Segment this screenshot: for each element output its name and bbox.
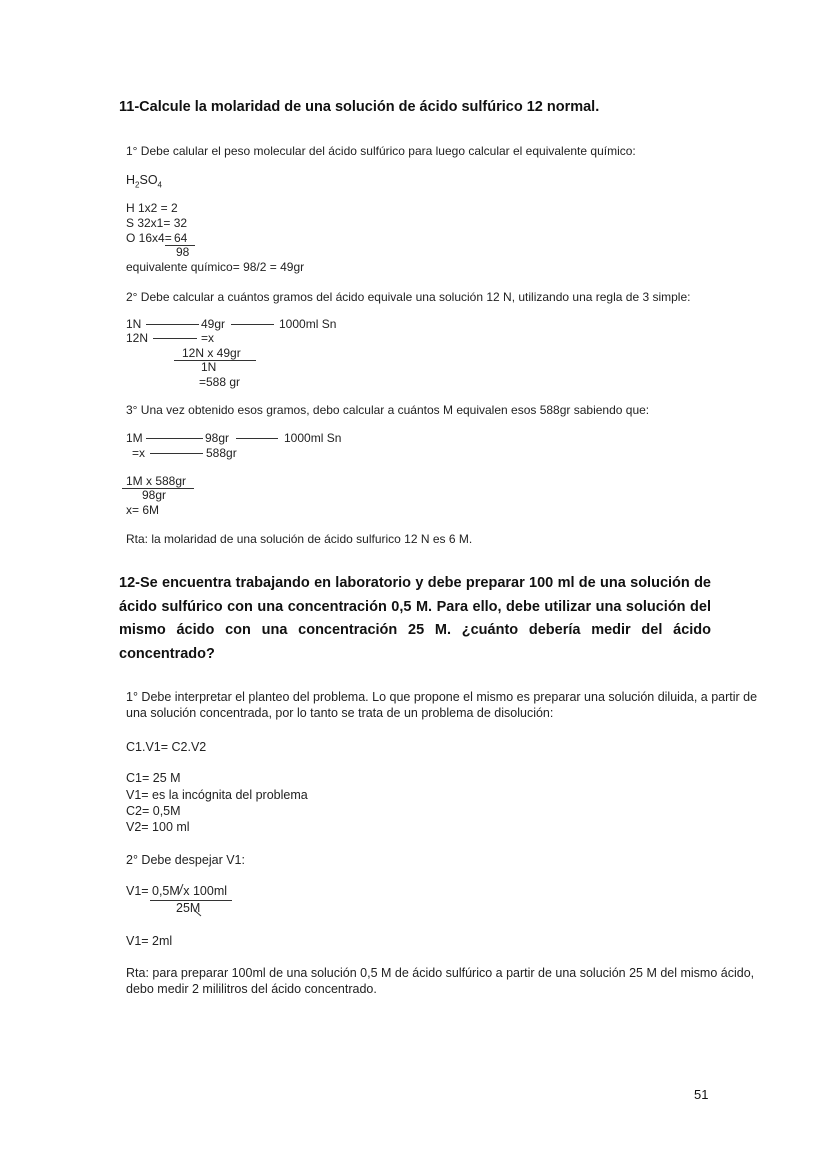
- grams-result: =588 gr: [199, 375, 241, 389]
- sulfuric-acid-formula: [126, 173, 162, 190]
- rule3-row1-c: 1000ml Sn: [279, 317, 337, 331]
- molar-row1-c: 1000ml Sn: [284, 431, 342, 445]
- molar-row1-a: 1M: [126, 431, 143, 445]
- formula-h-subscript: 2: [135, 180, 140, 190]
- q11-step-2: 2° Debe calcular a cuántos gramos del ácido equivale una solución 12 N, utilizando una regla de 3 simple:: [126, 290, 691, 304]
- rule3-row2-b: =x: [201, 331, 215, 345]
- molar-row1-line2: [236, 438, 278, 439]
- q12-step-2: 2° Debe despejar V1:: [126, 853, 245, 867]
- molar-row2-line: [150, 453, 203, 454]
- v2-value: V2= 100 ml: [126, 820, 190, 834]
- question-11-title: 11-Calcule la molaridad de una solución de ácido sulfúrico 12 normal.: [119, 99, 600, 115]
- dilution-equation: C1.V1= C2.V2: [126, 740, 207, 754]
- chemical-equivalent: equivalente químico= 98/2 = 49gr: [126, 260, 305, 274]
- q12-step-1: 1° Debe interpretar el planteo del problema. Lo que propone el mismo es preparar una solución diluida, a partir de una solución concentrada, por lo tanto se trata de un problema de disolución:: [126, 690, 758, 720]
- x-result: x= 6M: [126, 503, 160, 517]
- cancel-mark-denominator: [194, 910, 201, 916]
- v1-result: V1= 2ml: [126, 934, 173, 948]
- page-number: 51: [694, 1087, 709, 1102]
- formula-h: H: [126, 173, 136, 187]
- molar-row1-b: 98gr: [205, 431, 230, 445]
- v1-description: V1= es la incógnita del problema: [126, 788, 308, 802]
- fraction1-denominator: 1N: [201, 360, 217, 374]
- molar-row2-a: =x: [132, 446, 146, 460]
- molar-row1-line1: [146, 438, 203, 439]
- rule3-row2-line: [153, 338, 197, 339]
- q12-answer: Rta: para preparar 100ml de una solución 0,5 M de ácido sulfúrico a partir de una solución 25 M del mismo ácido, debo medir 2 mililitros del ácido concentrado.: [126, 966, 755, 996]
- fraction2-denominator: 98gr: [142, 488, 167, 502]
- rule3-row1-line1: [146, 324, 199, 325]
- q11-answer: Rta: la molaridad de una solución de ácido sulfurico 12 N es 6 M.: [126, 532, 473, 546]
- v1-label: V1=: [126, 884, 149, 898]
- calc-sulfur: S 32x1= 32: [126, 216, 188, 230]
- molecular-weight-total: 98: [176, 245, 190, 259]
- question-12-title: 12-Se encuentra trabajando en laboratorio y debe preparar 100 ml de una solución de ácido sulfúrico con una concentración 0,5 M. Para ello, debe utilizar una solución del mismo ácido con una concentración 25 M. ¿cuánto debería medir del ácido concentrado?: [119, 575, 711, 662]
- q11-step-1: 1° Debe calular el peso molecular del ácido sulfúrico para luego calcular el equivalente químico:: [126, 144, 636, 158]
- calc-hydrogen: H 1x2 = 2: [126, 201, 178, 215]
- cancel-mark-numerator: [179, 884, 183, 894]
- molar-row2-b: 588gr: [206, 446, 237, 460]
- rule3-row1-a: 1N: [126, 317, 142, 331]
- fraction3-numerator: 0,5M x 100ml: [152, 884, 228, 898]
- calc-oxygen-label: O 16x4=: [126, 231, 172, 245]
- fraction2-numerator: 1M x 588gr: [126, 474, 187, 488]
- fraction1-numerator: 12N x 49gr: [182, 346, 241, 360]
- formula-so-subscript: 4: [157, 180, 162, 190]
- rule3-row1-b: 49gr: [201, 317, 226, 331]
- fraction3-denominator: 25M: [176, 901, 201, 915]
- unit-cancel-marks: [165, 880, 245, 918]
- q11-step-3: 3° Una vez obtenido esos gramos, debo calcular a cuántos M equivalen esos 588gr sabiendo que:: [126, 403, 650, 417]
- c1-value: C1= 25 M: [126, 771, 181, 785]
- rule3-row1-line2: [231, 324, 274, 325]
- rule3-row2-a: 12N: [126, 331, 149, 345]
- c2-value: C2= 0,5M: [126, 804, 181, 818]
- calc-oxygen-value: 64: [174, 231, 188, 245]
- formula-so: SO: [139, 173, 158, 187]
